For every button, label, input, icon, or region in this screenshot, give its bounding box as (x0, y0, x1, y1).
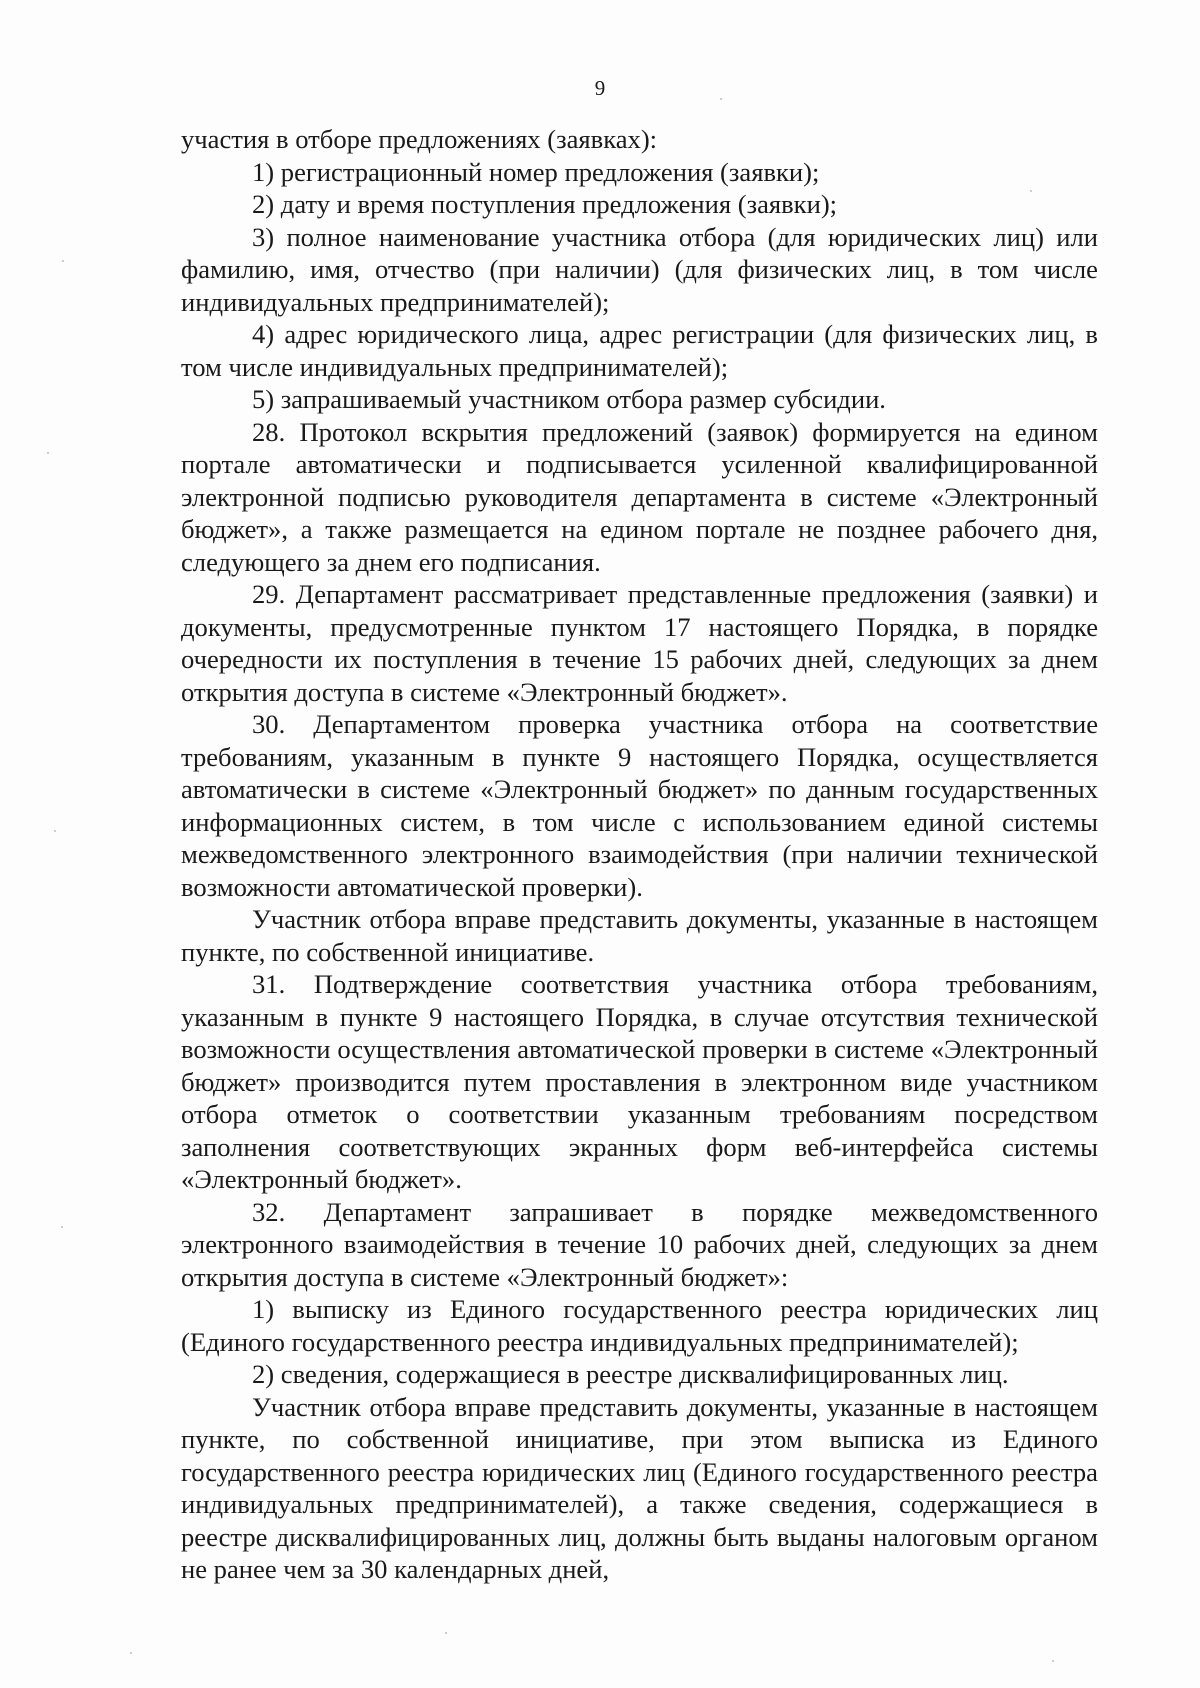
paragraph: 28. Протокол вскрытия предложений (заявок) формируется на едином портале автоматически и подписывается усиленной квалифицированной электронной подписью руководителя департамента в системе «Электронный бюджет», а также размещается на едином портале не позднее рабочего дня, следующего за днем его подписания. (181, 416, 1098, 577)
scan-speck (445, 1632, 447, 1634)
paragraph: 1) регистрационный номер предложения (заявки); (252, 156, 820, 187)
paragraph: 2) дату и время поступления предложения (заявки); (252, 189, 838, 219)
scan-speck (61, 1226, 63, 1228)
paragraph: Участник отбора вправе представить документы, указанные в настоящем пункте, по собственной инициативе. (181, 904, 1098, 967)
scan-speck (1030, 190, 1032, 192)
paragraph: Участник отбора вправе представить документы, указанные в настоящем пункте, по собственной инициативе, при этом выписка из Единого государственного реестра юридических лиц (Единого государственного реестра индивидуальных предпринимателей), а также сведения, содержащиеся в реестре дисквалифицированных лиц, должны быть выданы налоговым органом не ранее чем за 30 календарных дней, (181, 1391, 1098, 1584)
document-body (181, 123, 1098, 1586)
paragraph: участия в отборе предложениях (заявках): (181, 124, 658, 154)
scan-speck (1052, 1660, 1054, 1662)
paragraph: 4) адрес юридического лица, адрес регистрации (для физических лиц, в том числе индивидуальных предпринимателей); (181, 319, 1098, 382)
scan-speck (47, 452, 49, 454)
page-number: 9 (594, 76, 606, 100)
paragraph: 5) запрашиваемый участником отбора размер субсидии. (252, 384, 886, 414)
scan-speck (62, 260, 64, 262)
paragraph: 1) выписку из Единого государственного реестра юридических лиц (Единого государственного реестра индивидуальных предпринимателей); (181, 1294, 1098, 1357)
paragraph: 29. Департамент рассматривает представленные предложения (заявки) и документы, предусмотренные пунктом 17 настоящего Порядка, в порядке очередности их поступления в течение 15 рабочих дней, следующих за днем открытия доступа в системе «Электронный бюджет». (181, 579, 1098, 707)
paragraph: 3) полное наименование участника отбора (для юридических лиц) или фамилию, имя, отчество (при наличии) (для физических лиц, в том числе индивидуальных предпринимателей); (181, 221, 1098, 317)
paragraph: 30. Департаментом проверка участника отбора на соответствие требованиям, указанным в пункте 9 настоящего Порядка, осуществляется автоматически в системе «Электронный бюджет» по данным государственных информационных систем, в том числе с использованием единой системы межведомственного электронного взаимодействия (при наличии технической возможности автоматической проверки). (181, 709, 1098, 902)
scan-speck (720, 98, 722, 100)
paragraph: 32. Департамент запрашивает в порядке межведомственного электронного взаимодействия в течение 10 рабочих дней, следующих за днем открытия доступа в системе «Электронный бюджет»: (181, 1196, 1098, 1292)
paragraph: 2) сведения, содержащиеся в реестре дисквалифицированных лиц. (252, 1359, 1009, 1389)
paragraph: 31. Подтверждение соответствия участника отбора требованиям, указанным в пункте 9 настоящего Порядка, в случае отсутствия технической возможности осуществления автоматической проверки в системе «Электронный бюджет» производится путем проставления в электронном виде участником отбора отметок о соответствии указанным требованиям посредством заполнения соответствующих экранных форм веб-интерфейса системы «Электронный бюджет». (181, 969, 1098, 1194)
scan-speck (54, 830, 56, 832)
scan-speck (130, 1652, 132, 1654)
